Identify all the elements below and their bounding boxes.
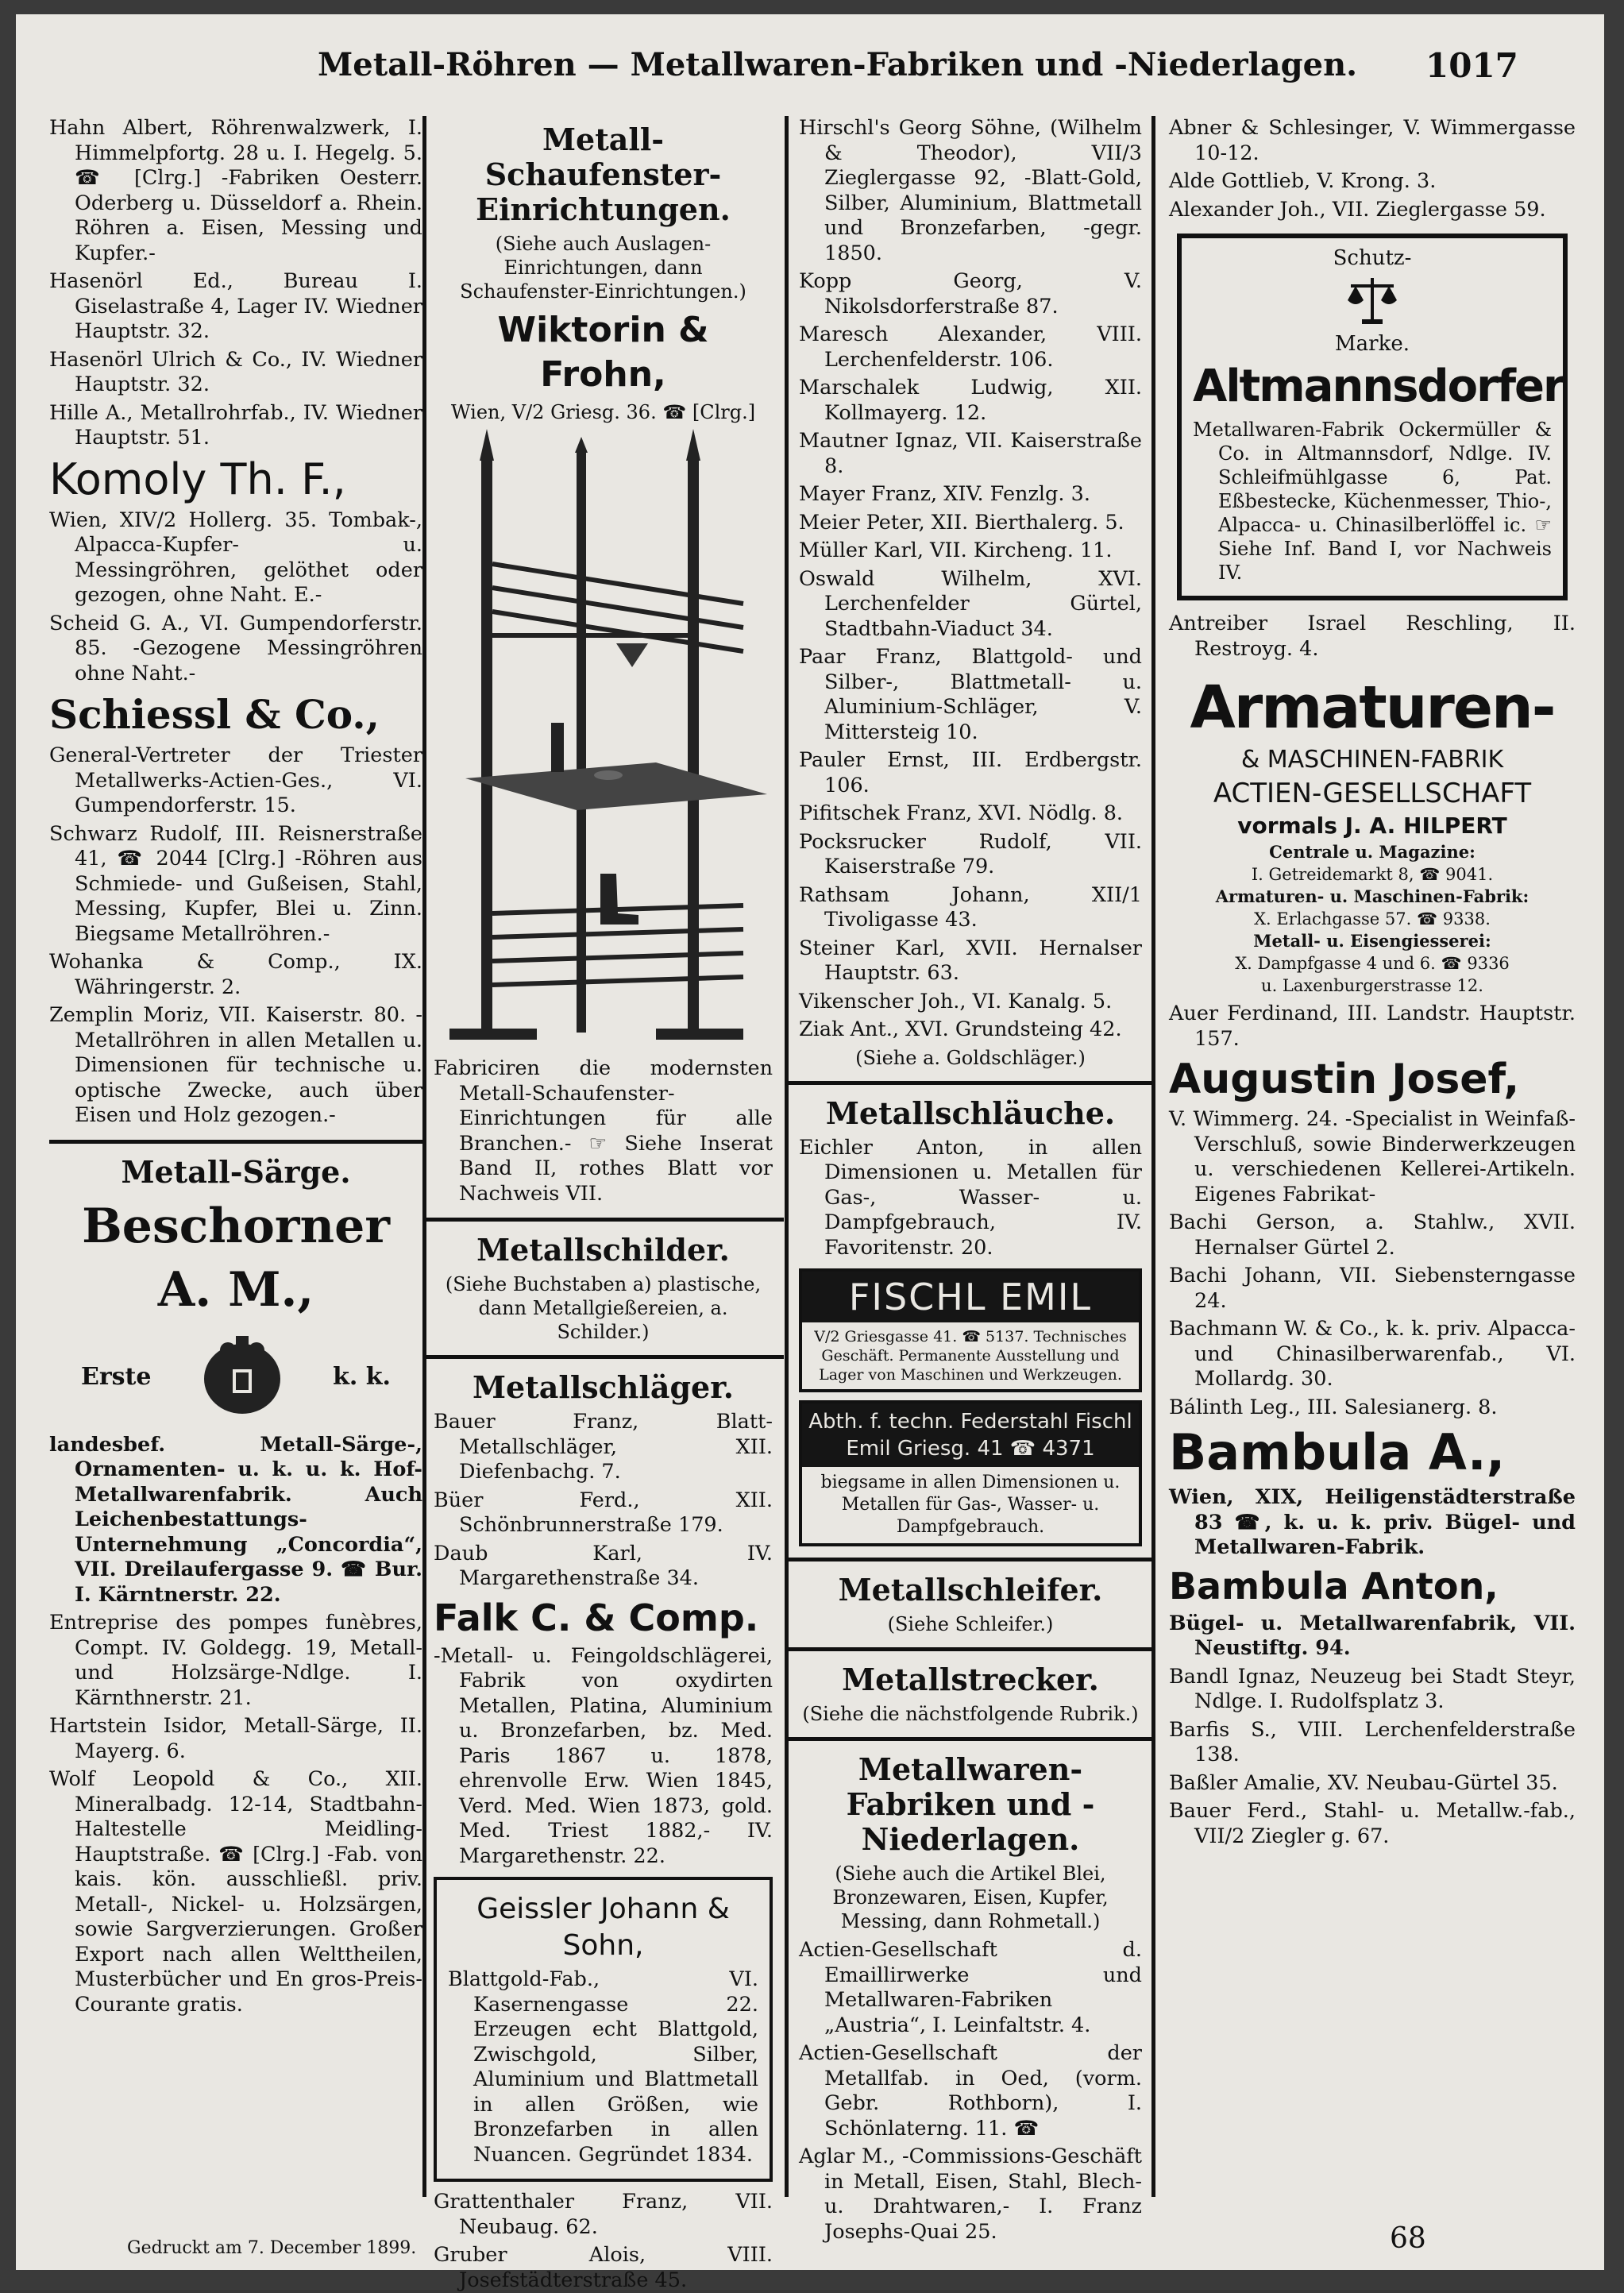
entry-balint: Bálinth Leg., III. Salesianerg. 8. — [1169, 1395, 1498, 1419]
entry-bauer-ferd: Bauer Ferd., Stahl- u. Metallw.-fab., VII/2 Ziegler g. 67. — [1169, 1799, 1576, 1848]
section-heading-schleifer: Metallschleifer. — [838, 1572, 1103, 1608]
entry-hille: Hille A., Metallrohrfab., IV. Wiedner Hauptstr. 51. — [49, 400, 422, 450]
section-heading-schlaeger: Metallschläger. — [472, 1369, 734, 1405]
note-schilder: (Siehe Buchstaben a) plastische, dann Metallgießereien, a. Schilder.) — [445, 1273, 762, 1343]
entry-actien-oed: Actien-Gesellschaft der Metallfab. in Oed, (vorm. Gebr. Rothborn), I. Schönlaterng. 11. ☎ — [799, 2041, 1142, 2141]
entry-bauer: Bauer Franz, Blatt-Metallschläger, XII. Diefenbachg. 7. — [434, 1410, 773, 1484]
note-metallwaren: (Siehe auch die Artikel Blei, Bronzewaren, Eisen, Kupfer, Messing, dann Rohmetall.) — [832, 1863, 1109, 1932]
entry-rathsam: Rathsam Johann, XII/1 Tivoligasse 43. — [799, 882, 1142, 932]
entry-bachmann: Bachmann W. & Co., k. k. priv. Alpacca- und Chinasilberwarenfab., VI. Mollardg. 30. — [1169, 1317, 1576, 1391]
entry-wohanka: Wohanka & Comp., IX. Währingerstr. 2. — [49, 950, 422, 999]
entry-grattenthaler: Grattenthaler Franz, VII. Neubaug. 62. — [434, 2190, 773, 2239]
entry-actien-austria: Actien-Gesellschaft d. Emaillirwerke und Metallwaren-Fabriken „Austria“, I. Leinfaltstr. 4. — [799, 1938, 1142, 2037]
section-divider — [788, 1081, 1153, 1085]
entry-bambula-a: Wien, XIX, Heiligenstädterstraße 83 ☎, k. u. k. priv. Bügel- und Metallwaren-Fabrik. — [1169, 1485, 1576, 1559]
section-heading-schlaeuche: Metallschläuche. — [825, 1094, 1116, 1131]
geissler-name: Geissler Johann & Sohn, — [476, 1893, 730, 1962]
entry-mueller: Müller Karl, VII. Kircheng. 11. — [799, 539, 1113, 562]
abth-text: biegsame in allen Dimensionen u. Metallen für Gas-, Wasser- u. Dampfgebrauch. — [820, 1473, 1121, 1537]
schiessl-name: Schiessl & Co., — [49, 691, 380, 738]
section-divider — [788, 1558, 1153, 1561]
entry-geissler: Blattgold-Fab., VI. Kasernengasse 22. Erzeugen echt Blattgold, Zwischgold, Silber, Aluminium und Blattmetall in allen Größen, wie Bronzefarben in allen Nuancen. Gegründet 1834. — [448, 1967, 758, 2167]
entry-zemplin: Zemplin Moriz, VII. Kaiserstr. 80. -Metallröhren in allen Metallen u. Dimensionen für technische u. optische Zwecke, auch über Eisen und Holz gezogen.- — [49, 1003, 422, 1127]
section-divider — [422, 1355, 784, 1359]
altmannsdorfer-box — [1177, 234, 1568, 600]
entry-bandl: Bandl Ignaz, Neuzeug bei Stadt Steyr, Ndlge. I. Rudolfsplatz 3. — [1169, 1664, 1576, 1713]
entry-auer: Auer Ferdinand, III. Landstr. Hauptstr. 157. — [1169, 1002, 1576, 1051]
entry-bambula-anton: Bügel- u. Metallwarenfabrik, VII. Neustiftg. 94. — [1169, 1611, 1576, 1660]
geissler-box — [434, 1877, 773, 2182]
column-3 — [788, 116, 1153, 2244]
entry-altmannsdorfer: Metallwaren-Fabrik Ockermüller & Co. in Altmannsdorf, Ndlge. IV. Schleifmühlgasse 6, Pat. Eßbestecke, Küchenmesser, Thio-, Alpacca- u. Chinasilberlöffel ic. ☞ Siehe Inf. Band I, vor Nachweis IV. — [1193, 419, 1552, 584]
entry-pifitschek: Pifitschek Franz, XVI. Nödlg. 8. — [799, 801, 1124, 825]
abth-box — [799, 1400, 1142, 1546]
entry-pocksrucker: Pocksrucker Rudolf, VII. Kaiserstraße 79. — [799, 829, 1142, 878]
section-divider — [49, 1140, 422, 1144]
running-title: Metall-Röhren — Metallwaren-Fabriken und -Niederlagen. — [318, 46, 1358, 83]
fischl-box — [799, 1268, 1142, 1392]
erste-label: Erste — [81, 1363, 152, 1391]
section-divider — [422, 1218, 784, 1222]
armaturen-vormals: vormals J. A. HILPERT — [1237, 813, 1507, 839]
entry-eichler: Eichler Anton, in allen Dimensionen u. Metallen für Gas-, Wasser- u. Dampfgebrauch, IV. Favoritenstr. 20. — [799, 1135, 1142, 1260]
wiktorin-address: Wien, V/2 Griesg. 36. ☎ [Clrg.] — [450, 401, 756, 423]
fischl-text: V/2 Griesgasse 41. ☎ 5137. Technisches Geschäft. Permanente Ausstellung und Lager von Maschinen und Werkzeugen. — [814, 1328, 1127, 1384]
armaturen-line-4: X. Erlachgasse 57. ☎ 9338. — [1254, 909, 1491, 928]
armaturen-line-6: X. Dampfgasse 4 und 6. ☎ 9336 — [1235, 954, 1510, 973]
armaturen-line-2: I. Getreidemarkt 8, ☎ 9041. — [1251, 865, 1494, 884]
print-date-footer: Gedruckt am 7. December 1899. — [127, 2238, 417, 2258]
entry-bachi-gerson: Bachi Gerson, a. Stahlw., XVII. Hernalser Gürtel 2. — [1169, 1210, 1576, 1260]
page-number: 1017 — [1425, 46, 1518, 85]
column-2 — [422, 116, 784, 2292]
entry-marschalek: Marschalek Ludwig, XII. Kollmayerg. 12. — [799, 376, 1142, 425]
fischl-name: FISCHL EMIL — [802, 1272, 1139, 1322]
entry-schiessl: General-Vertreter der Triester Metallwerks-Actien-Ges., VI. Gumpendorferstr. 15. — [49, 743, 422, 817]
imperial-eagle-icon — [195, 1330, 290, 1425]
entry-antreiber: Antreiber Israel Reschling, II. Restroyg. 4. — [1169, 612, 1576, 661]
bottom-page-number: 68 — [1390, 2222, 1426, 2255]
section-divider — [788, 1737, 1153, 1741]
entry-oswald: Oswald Wilhelm, XVI. Lerchenfelder Gürtel, Stadtbahn-Viaduct 34. — [799, 566, 1142, 641]
entry-alde: Alde Gottlieb, V. Krong. 3. — [1169, 169, 1437, 193]
falk-name: Falk C. & Comp. — [434, 1596, 759, 1639]
entry-gruber: Gruber Alois, VIII. Josefstädterstraße 45. — [434, 2243, 773, 2292]
armaturen-line-3: Armaturen- u. Maschinen-Fabrik: — [1215, 886, 1529, 906]
entry-meier: Meier Peter, XII. Bierthalerg. 5. — [799, 510, 1124, 535]
armaturen-line-7: u. Laxenburgerstrasse 12. — [1261, 976, 1483, 995]
entry-buer: Büer Ferd., XII. Schönbrunnerstraße 179. — [434, 1488, 773, 1537]
entry-hirschl: Hirschl's Georg Söhne, (Wilhelm & Theodor), VII/3 Zieglergasse 92, -Blatt-Gold, Silber, Aluminium, Blattmetall und Bronzefarben, -gegr. 1850. — [799, 116, 1142, 265]
note-schleifer: (Siehe Schleifer.) — [887, 1613, 1054, 1635]
beschorner-name: Beschorner A. M., — [82, 1198, 390, 1318]
kk-label: k. k. — [333, 1363, 391, 1391]
entry-hartstein: Hartstein Isidor, Metall-Särge, II. Mayerg. 6. — [49, 1714, 422, 1763]
entry-falk: -Metall- u. Feingoldschlägerei, Fabrik von oxydirten Metallen, Platina, Aluminium u. Bronzefarben, bz. Med. Paris 1867 u. 1878, ehrenvolle Erw. Wien 1845, Verd. Med. Wien 1873, gold. Med. Triest 1882,- IV. Margarethenstr. 22. — [434, 1643, 773, 1868]
entry-pauler: Pauler Ernst, III. Erdbergstr. 106. — [799, 748, 1142, 797]
entry-barfis: Barfis S., VIII. Lerchenfelderstraße 138. — [1169, 1717, 1576, 1766]
entry-vikenscher: Vikenscher Joh., VI. Kanalg. 5. — [799, 989, 1113, 1013]
entry-aglar: Aglar M., -Commissions-Geschäft in Metall, Eisen, Stahl, Blech- u. Drahtwaren,- I. Franz Josephs-Quai 25. — [799, 2144, 1142, 2244]
entry-ziak: Ziak Ant., XVI. Grundsteing 42. — [799, 1017, 1122, 1041]
section-heading-strecker: Metallstrecker. — [842, 1662, 1099, 1697]
note-strecker: (Siehe die nächstfolgende Rubrik.) — [802, 1703, 1139, 1725]
shop-display-stand-illustration — [434, 429, 767, 1056]
entry-mayer: Mayer Franz, XIV. Fenzlg. 3. — [799, 482, 1090, 506]
entry-hasenoerl-ed: Hasenörl Ed., Bureau I. Giselastraße 4, Lager IV. Wiedner Hauptstr. 32. — [49, 269, 422, 343]
entry-komoly: Wien, XIV/2 Hollerg. 35. Tombak-, Alpacca-Kupfer- u. Messingröhren, gelöthet oder gezogen, ohne Naht. E.- — [49, 508, 422, 607]
column-4 — [1153, 116, 1582, 2197]
bambula-a-name: Bambula A., — [1169, 1423, 1506, 1481]
armaturen-ad — [1169, 674, 1576, 997]
scales-icon — [1344, 273, 1400, 329]
armaturen-line-5: Metall- u. Eisengiesserei: — [1253, 931, 1491, 951]
altmannsdorfer-name: Altmannsdorfer — [1193, 361, 1564, 412]
directory-page — [16, 14, 1604, 2292]
armaturen-line-1: Centrale u. Magazine: — [1269, 842, 1475, 862]
entry-hahn: Hahn Albert, Röhrenwalzwerk, I. Himmelpfortg. 28 u. I. Hegelg. 5. ☎ [Clrg.] -Fabriken Oesterr. Oderberg u. Düsseldorf a. Rhein. Röhren a. Eisen, Messing und Kupfer.- — [49, 116, 422, 265]
entry-hasenoerl-ulrich: Hasenörl Ulrich & Co., IV. Wiedner Hauptstr. 32. — [49, 347, 422, 396]
armaturen-ag: ACTIEN-GESELLSCHAFT — [1213, 778, 1532, 809]
entry-wiktorin: Fabriciren die modernsten Metall-Schaufenster-Einrichtungen für alle Branchen.- ☞ Siehe Inserat Band II, rothes Blatt vor Nachweis VII. — [434, 1056, 773, 1206]
section-heading-saerge: Metall-Särge. — [121, 1153, 351, 1190]
augustin-name: Augustin Josef, — [1169, 1056, 1520, 1103]
entry-entreprise: Entreprise des pompes funèbres, Compt. IV. Goldegg. 19, Metall- und Holzsärge-Ndlge. I. Kärnthnerstr. 21. — [49, 1611, 422, 1710]
entry-bassler: Baßler Amalie, XV. Neubau-Gürtel 35. — [1169, 1770, 1558, 1795]
section-heading-schilder: Metallschilder. — [476, 1232, 730, 1268]
armaturen-name: Armaturen- — [1190, 674, 1555, 742]
section-heading-metallwaren: Metallwaren-Fabriken und -Niederlagen. — [846, 1751, 1095, 1857]
entry-maresch: Maresch Alexander, VIII. Lerchenfelderstr. 106. — [799, 322, 1142, 372]
entry-scheid: Scheid G. A., VI. Gumpendorferstr. 85. -Gezogene Messingröhren ohne Naht.- — [49, 611, 422, 685]
entry-augustin: V. Wimmerg. 24. -Specialist in Weinfaß-Verschluß, sowie Binderwerkzeugen u. verschiedenen Kellerei-Artikeln. Eigenes Fabrikat- — [1169, 1107, 1576, 1206]
entry-alexander: Alexander Joh., VII. Zieglergasse 59. — [1169, 197, 1546, 222]
eagle-row — [81, 1330, 391, 1425]
section-heading-schaufenster: Metall-Schaufenster-Einrichtungen. — [476, 122, 731, 227]
bambula-anton-name: Bambula Anton, — [1169, 1564, 1499, 1608]
entry-mautner: Mautner Ignaz, VII. Kaiserstraße 8. — [799, 429, 1142, 478]
abth-title: Abth. f. techn. Federstahl Fischl Emil Griesg. 41 ☎ 4371 — [802, 1403, 1139, 1467]
komoly-name: Komoly Th. F., — [49, 454, 346, 504]
entry-kopp: Kopp Georg, V. Nikolsdorferstraße 87. — [799, 269, 1142, 318]
note-goldschlaeger: (Siehe a. Goldschläger.) — [855, 1046, 1086, 1069]
entry-paar: Paar Franz, Blattgold- und Silber-, Blattmetall- u. Aluminium-Schläger, V. Mittersteig 10. — [799, 645, 1142, 744]
armaturen-subtitle: & MASCHINEN-FABRIK — [1240, 746, 1504, 774]
page-header — [16, 46, 1604, 102]
marke-label: Marke. — [1335, 332, 1410, 356]
entry-steiner: Steiner Karl, XVII. Hernalser Hauptstr. 63. — [799, 936, 1142, 985]
entry-beschorner: landesbef. Metall-Särge-, Ornamenten- u. k. u. k. Hof-Metallwarenfabrik. Auch Leichenbestattungs-Unternehmung „Concordia“, VII. Dreilaufergasse 9. ☎ Bur. I. Kärntnerstr. 22. — [49, 1432, 422, 1607]
entry-bachi-johann: Bachi Johann, VII. Siebensterngasse 24. — [1169, 1264, 1576, 1313]
entry-wolf: Wolf Leopold & Co., XII. Mineralbadg. 12-14, Stadtbahn-Haltestelle Meidling-Hauptstraße. ☎ [Clrg.] -Fab. von kais. kön. ausschließl. priv. Metall-, Nickel- u. Holzsärgen, sowie Sargverzierungen. Großer Export nach allen Welttheilen, Musterbücher und En gros-Preis-Courante gratis. — [49, 1767, 422, 2017]
section-divider — [788, 1647, 1153, 1651]
note-schaufenster: (Siehe auch Auslagen-Einrichtungen, dann Schaufenster-Einrichtungen.) — [460, 233, 746, 303]
entry-schwarz: Schwarz Rudolf, III. Reisnerstraße 41, ☎ 2044 [Clrg.] -Röhren aus Schmiede- und Gußeisen, Stahl, Messing, Kupfer, Blei u. Zinn. Biegsame Metallröhren.- — [49, 821, 422, 946]
wiktorin-name: Wiktorin & Frohn, — [497, 310, 709, 395]
schutz-label: Schutz- — [1333, 246, 1412, 270]
column-1 — [49, 116, 422, 2197]
entry-abner: Abner & Schlesinger, V. Wimmergasse 10-12. — [1169, 116, 1576, 165]
entry-daub: Daub Karl, IV. Margarethenstraße 34. — [434, 1541, 773, 1590]
